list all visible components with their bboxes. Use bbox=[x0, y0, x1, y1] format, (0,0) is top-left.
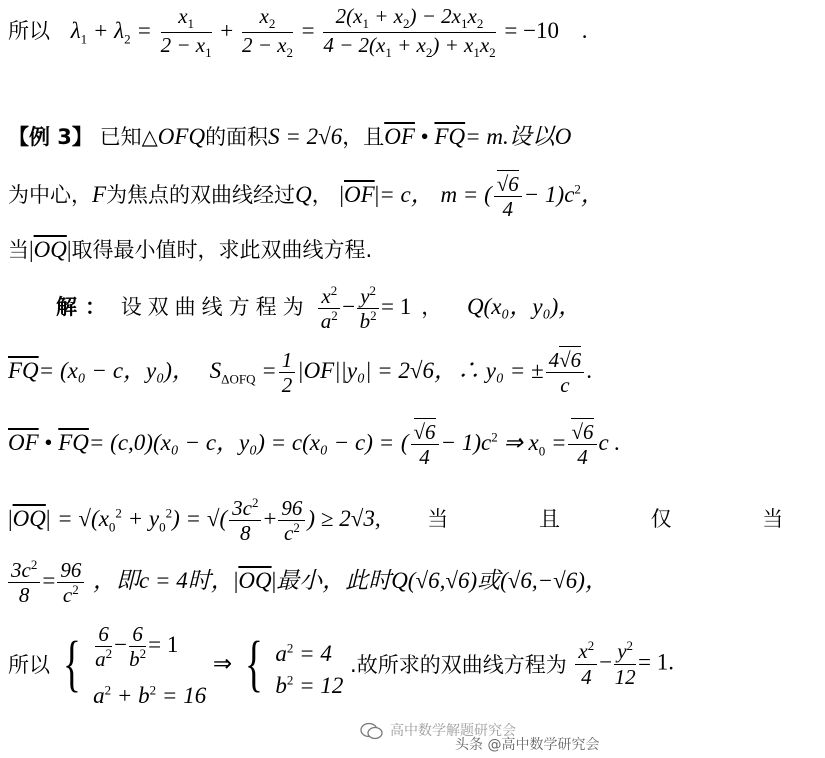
solution-tag: 解： bbox=[56, 295, 114, 320]
example-tag: 【例 3】 bbox=[8, 125, 93, 149]
text-suoyi-2: 所以 bbox=[8, 653, 50, 677]
point-Q: Q bbox=[295, 182, 312, 208]
line-1: 所以 $\lambda_1 + \lambda_2$ = $\frac{x_1}{2 - x_1}$ + $\frac{x_2}{2 - x_2}$ = $\frac{2(x_1 + x_2) - 2x_1x_2}{4 - 2(x_1 + x_2) + x_1x_2}$ = −10 . bbox=[8, 4, 588, 61]
equation-y0: |OF||y₀| = 2√6，∴ y₀ = ± bbox=[297, 358, 544, 384]
solution-line-5: $\frac{3c^2}{8}$ = $\frac{96}{c^2}$ ，即c = 4时，$|\overline{OQ}|$最小，此时Q(√6,√6)或(√6,−√6)， bbox=[0, 558, 640, 607]
fraction-root6-4: $\frac{√6}{4}$ bbox=[494, 172, 522, 221]
solution-line-2: $\overline{FQ}= (x_0 - c$，y₀)， $S_{\Delta OFQ}$ = $\frac{1}{2}$ |OF||y₀| = 2√6，∴ y₀ = ± $\frac{4√6}{c}$ . bbox=[8, 348, 592, 398]
text: 已知△ bbox=[99, 125, 158, 149]
result-value: = −10 bbox=[504, 18, 560, 44]
fraction-x2-4: $\frac{x^2}{4}$ bbox=[575, 639, 597, 688]
formula-lambda-sum: $\lambda_1 + \lambda_2$ = bbox=[70, 18, 152, 47]
fraction-root6-4-b: $\frac{√6}{4}$ bbox=[411, 420, 439, 469]
vector-OF-2: $\overline{OF}$ bbox=[343, 182, 375, 208]
text: 为焦点的双曲线经过 bbox=[106, 183, 296, 208]
fraction-4root6-c: $\frac{4√6}{c}$ bbox=[546, 348, 585, 397]
fraction-combined: $\frac{2(x_1 + x_2) - 2x_1x_2}{4 - 2(x_1 + x_2) + x_1x_2}$ bbox=[323, 4, 496, 61]
vector-FQ: $\overline{FQ}$ bbox=[434, 124, 466, 149]
watermark-top: 高中数学解题研究会 bbox=[390, 723, 516, 739]
example-line-1: 【例 3】 已知△OFQ的面积S = 2√6，且$\overline{OF}$ • $\overline{FQ}= m$.设以O bbox=[8, 124, 572, 149]
text: ，且 bbox=[342, 125, 385, 149]
vector-FQ-3: $\overline{FQ}$ bbox=[58, 430, 89, 456]
text: 设双曲线方程为 bbox=[120, 295, 310, 320]
system-1: $\frac{6}{a^2}$ − $\frac{6}{b^2}$ = 1 $a^2 + b^2 = 16$ bbox=[93, 622, 207, 708]
area-formula: S = 2√6 bbox=[268, 124, 343, 149]
fraction-96-c2-b: $\frac{96}{c^2}$ bbox=[57, 558, 84, 607]
area-symbol: $S_{\Delta OFQ}$ = bbox=[209, 358, 277, 387]
text-c-equals-4: ，即c = 4时， bbox=[93, 568, 234, 594]
equation-dot: = (c,0)(x₀ − c，y₀) = c(x₀ − c) = bbox=[88, 430, 395, 456]
wechat-icon bbox=[360, 722, 384, 740]
watermark-bottom: 头条 @高中数学研究会 bbox=[455, 737, 600, 753]
fraction-root6-4-c: $\frac{√6}{4}$ bbox=[568, 420, 596, 469]
example-line-2: 为中心，F为焦点的双曲线经过Q， $|\overline{OF}|= c$， m = ( $\frac{√6}{4}$ − $1)c^2$， bbox=[8, 172, 604, 222]
fraction-y2-b2: $\frac{y^2}{b^2}$ bbox=[357, 284, 379, 333]
system-2: $a^2 = 4$ $b^2 = 12$ bbox=[275, 640, 344, 698]
equation-FQ: = (x₀ − c，y₀)， bbox=[38, 358, 195, 384]
point-Q-coords: Q(x₀，y₀)， bbox=[466, 294, 582, 320]
fraction-y2-12: $\frac{y^2}{12}$ bbox=[614, 638, 636, 689]
text-dang-qie-jin-dang: 当 且 仅 当 bbox=[427, 507, 825, 532]
text-final: .故所求的双曲线方程为 bbox=[350, 653, 567, 677]
fraction-x1: $\frac{x_1}{2 - x_1}$ bbox=[160, 4, 212, 61]
fraction-3c2-8: $\frac{3c^2}{8}$ bbox=[229, 496, 261, 545]
vector-OF: $\overline{OF}$ bbox=[384, 124, 415, 149]
vector-OF-3: $\overline{OF}$ bbox=[8, 430, 39, 456]
fraction-96-c2: $\frac{96}{c^2}$ bbox=[278, 496, 305, 545]
solution-line-1: 解： 设双曲线方程为 $\frac{x^2}{a^2}$ − $\frac{y^2}{b^2}$ = 1 ， Q(x₀，y₀)， bbox=[56, 283, 582, 334]
text-suoyi: 所以 bbox=[8, 19, 50, 44]
text: ， bbox=[311, 183, 333, 208]
text: 取得最小值时，求此双曲线方程. bbox=[71, 238, 373, 262]
text: ， bbox=[421, 295, 443, 320]
fraction-x2-a2: $\frac{x^2}{a^2}$ bbox=[318, 284, 340, 333]
triangle-name: OFQ bbox=[157, 124, 206, 149]
vector-OQ-2: $\overline{OQ}$ bbox=[12, 506, 46, 532]
solution-line-6: 所以 { $\frac{6}{a^2}$ − $\frac{6}{b^2}$ = 1 $a^2 + b^2 = 16$ ⇒ { $a^2 = 4$ $b^2 = 12$ .故所求的双曲线方程为 $\frac{x^2}{4}$ − $\frac{y^2}{12}$ = 1. bbox=[8, 622, 675, 708]
equation-m: = m.设以 bbox=[465, 124, 555, 149]
period: . bbox=[581, 18, 588, 44]
text: 当 bbox=[8, 238, 29, 262]
vector-OQ: $\overline{OQ}$ bbox=[33, 237, 67, 262]
equation-c: = c， bbox=[379, 182, 434, 208]
point-O: O bbox=[554, 124, 572, 149]
equation-m-value: m = ( bbox=[440, 182, 492, 208]
fraction-3c2-8-b: $\frac{3c^2}{8}$ bbox=[8, 558, 40, 607]
vector-FQ-2: $\overline{FQ}$ bbox=[8, 358, 39, 384]
vector-OQ-3: $\overline{OQ}$ bbox=[238, 568, 272, 594]
solution-line-3: $\overline{OF}$ • $\overline{FQ}= (c,0)(x_0 - c$，y₀) = c(x₀ − c) = ( $\frac{√6}{4}$ − $1)c^2$ ⇒ $x_0$ = $\frac{√6}{4}$ c . bbox=[8, 420, 621, 470]
fraction-half: $\frac{1}{2}$ bbox=[279, 348, 296, 397]
text: 为中心， bbox=[8, 183, 92, 208]
example-line-3: 当$|\overline{OQ}|$取得最小值时，求此双曲线方程. bbox=[8, 237, 373, 262]
text: 的面积 bbox=[205, 125, 269, 149]
text-min-Q: 最小，此时Q(√6,√6)或(√6,−√6)， bbox=[276, 568, 608, 594]
watermark bbox=[360, 720, 630, 753]
point-F: F bbox=[92, 182, 107, 208]
solution-line-4: $|\overline{OQ}| = √(x_0^2 + y_0^2)$ = √( $\frac{3c^2}{8}$ + $\frac{96}{c^2}$ ) ≥ 2√3, 当 且 仅 当 bbox=[8, 495, 825, 546]
fraction-x2: $\frac{x_2}{2 - x_2}$ bbox=[241, 4, 293, 61]
